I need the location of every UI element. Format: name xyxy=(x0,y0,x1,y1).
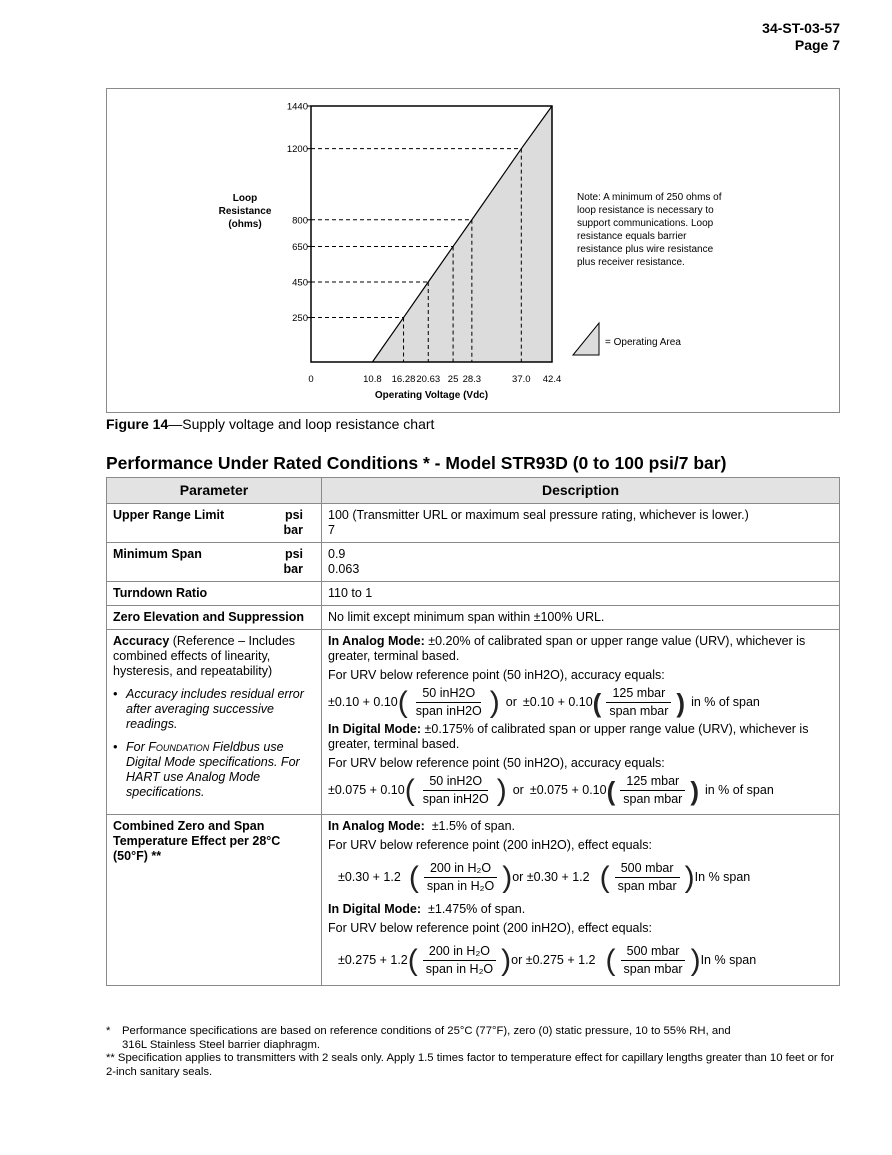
desc-value: 0.9 xyxy=(328,547,346,561)
formula-term: ±0.30 + 1.2 xyxy=(338,870,401,884)
x-tick-label: 0 xyxy=(308,374,314,385)
y-tick-label: 800 xyxy=(292,215,308,227)
param-cell xyxy=(107,630,322,815)
formula-term: ±0.10 + 0.10 xyxy=(522,695,593,709)
mode-text: ±0.175% of calibrated span or upper range value (URV), whichever is greater, terminal based. xyxy=(328,722,809,751)
fraction-den: span in H₂O xyxy=(426,879,495,893)
fraction-num: 50 inH2O xyxy=(416,686,481,703)
fraction-num: 125 mbar xyxy=(620,774,685,791)
y-tick-label: 1200 xyxy=(286,144,308,156)
x-tick-label: 20.63 xyxy=(416,374,441,385)
section-title: Performance Under Rated Conditions * - Model STR93D (0 to 100 psi/7 bar) xyxy=(106,453,727,473)
fraction-den: span mbar xyxy=(609,704,669,718)
formula-or: or ±0.30 + 1.2 xyxy=(512,870,590,884)
param-label: Turndown Ratio xyxy=(107,582,322,606)
table-row xyxy=(107,815,840,986)
y-axis-label: (ohms) xyxy=(228,219,262,230)
reference-text: For URV below reference point (200 inH2O), effect equals: xyxy=(328,921,653,935)
bullet-text: Foundation xyxy=(148,740,210,754)
mode-label: In Analog Mode: xyxy=(328,634,425,648)
y-tick-label: 1440 xyxy=(286,101,308,113)
bullet-text: For xyxy=(126,740,149,754)
temperature-formula: ±0.275 + 1.2 ( $\frac{\text{200 in H₂O}}{\text{span in H₂O}}$ ) or ±0.275 + 1.2 ( $\frac{\text{500 mbar}}{\text{span mbar}}$ ) In % span xyxy=(338,943,757,977)
mode-text: ±1.475% of span. xyxy=(421,902,526,916)
reference-text: For URV below reference point (50 inH2O), accuracy equals: xyxy=(328,668,665,682)
fraction-num: 500 mbar xyxy=(621,944,686,961)
table-row xyxy=(107,582,840,606)
formula-suffix: In % span xyxy=(700,953,757,967)
figure-note: Note: A minimum of 250 ohms of loop resistance is necessary to support communications. Loop resistance equals barrier resistance plus wire resistance plus receiver resistance. xyxy=(577,192,722,268)
fraction xyxy=(612,861,683,894)
footnote-text: ** Specification applies to transmitters with 2 seals only. Apply 1.5 times factor to temperature effect for capillary lengths greater than 10 feet or for 2-inch sanitary seals. xyxy=(106,1052,834,1078)
table-row xyxy=(107,606,840,630)
bullet-text: Fieldbus use Digital Mode specifications. For HART use Analog Mode specifications. xyxy=(126,740,300,799)
accuracy-formula: ±0.10 + 0.10 ( $\frac{\text{50 inH2O}}{\text{span inH2O}}$ ) or ±0.10 + 0.10 ( $\frac{\text{125 mbar}}{\text{span mbar}}$ ) in % of span xyxy=(328,685,760,719)
fraction-den: span in H₂O xyxy=(425,962,494,976)
param-sublabel: (Reference – Includes combined effects of linearity, hysteresis, and repeatability) xyxy=(113,634,296,678)
mode-label: In Digital Mode: xyxy=(328,722,422,736)
bullet-text: Accuracy includes residual error after averaging successive readings. xyxy=(126,687,304,731)
footnote-mark: * xyxy=(106,1025,111,1037)
temperature-formula: ±0.30 + 1.2 ( $\frac{\text{200 in H₂O}}{\text{span in H₂O}}$ ) or ±0.30 + 1.2 ( $\frac{\text{500 mbar}}{\text{span mbar}}$ ) In % span xyxy=(338,860,751,894)
reference-text: For URV below reference point (200 inH2O), effect equals: xyxy=(328,838,653,852)
fraction xyxy=(603,686,674,719)
fraction xyxy=(420,944,499,977)
param-label: Accuracy xyxy=(113,634,170,648)
param-cell xyxy=(107,543,322,582)
fraction-den: span inH2O xyxy=(422,792,489,806)
x-tick-label: 37.0 xyxy=(512,374,531,385)
fraction-num: 200 in H₂O xyxy=(424,861,497,878)
formula-suffix: in % of span xyxy=(704,783,774,797)
fraction-den: span mbar xyxy=(623,792,683,806)
accuracy-formula: ±0.075 + 0.10 ( $\frac{\text{50 inH2O}}{\text{span inH2O}}$ ) or ±0.075 + 0.10 ( $\frac{\text{125 mbar}}{\text{span mbar}}$ ) in % of span xyxy=(328,773,774,807)
fraction xyxy=(417,774,495,807)
desc-cell xyxy=(322,630,840,815)
param-label: Minimum Span xyxy=(113,547,202,561)
bullet-item: • For Foundation Fieldbus use Digital Mode specifications. For HART use Analog Mode specifications. xyxy=(113,740,300,799)
desc-value: 0.063 xyxy=(328,562,360,576)
desc-value: 7 xyxy=(328,523,335,537)
fraction-num: 500 mbar xyxy=(615,861,680,878)
footnote-text: 316L Stainless Steel barrier diaphragm. xyxy=(122,1038,321,1051)
desc-cell xyxy=(322,543,840,582)
y-tick-label: 650 xyxy=(292,241,308,253)
fraction xyxy=(410,686,488,719)
unit-label: bar xyxy=(283,523,303,537)
mode-label: In Digital Mode: xyxy=(328,902,422,916)
col-header-parameter: Parameter xyxy=(107,478,322,504)
table-row xyxy=(107,630,840,815)
table-header-row xyxy=(107,478,840,504)
fraction-num: 200 in H₂O xyxy=(423,944,496,961)
fraction-den: span mbar xyxy=(617,879,677,893)
figure-caption-text: —Supply voltage and loop resistance chart xyxy=(168,416,435,432)
unit-label: psi xyxy=(284,547,303,561)
page-number: Page 7 xyxy=(794,37,840,53)
desc-value: 100 (Transmitter URL or maximum seal pressure rating, whichever is lower.) xyxy=(328,508,749,522)
y-tick-label: 250 xyxy=(292,313,308,325)
formula-term: ±0.275 + 1.2 xyxy=(338,953,408,967)
footnote-text: Performance specifications are based on reference conditions of 25°C (77°F), zero (0) static pressure, 10 to 55% RH, and xyxy=(122,1025,731,1037)
doc-number: 34-ST-03-57 xyxy=(762,20,840,36)
param-label: Combined Zero and Span Temperature Effect per 28°C (50°F) ** xyxy=(107,815,322,986)
fraction-num: 125 mbar xyxy=(606,686,671,703)
unit-label: psi xyxy=(284,508,303,522)
legend-swatch xyxy=(573,323,599,355)
x-axis-label: Operating Voltage (Vdc) xyxy=(374,390,489,401)
desc-value: 110 to 1 xyxy=(322,582,840,606)
x-tick-label: 25 xyxy=(447,374,459,385)
fraction xyxy=(618,944,689,977)
y-axis-label: Resistance xyxy=(218,206,272,217)
fraction xyxy=(617,774,688,807)
mode-text: ±0.20% of calibrated span or upper range value (URV), whichever is greater, terminal based. xyxy=(328,634,806,663)
formula-suffix: in % of span xyxy=(691,695,760,709)
param-cell xyxy=(107,504,322,543)
x-tick-label: 10.8 xyxy=(363,374,382,385)
figure-caption-label: Figure 14 xyxy=(106,416,169,432)
x-tick-label: 42.4 xyxy=(542,374,562,385)
formula-term: ±0.075 + 0.10 xyxy=(529,783,607,797)
param-label: Upper Range Limit xyxy=(113,508,225,522)
mode-label: In Analog Mode: xyxy=(328,819,425,833)
table-row xyxy=(107,504,840,543)
desc-cell xyxy=(322,504,840,543)
figure-caption xyxy=(106,416,434,432)
col-header-description: Description xyxy=(322,478,840,504)
fraction-num: 50 inH2O xyxy=(423,774,488,791)
param-label: Zero Elevation and Suppression xyxy=(107,606,322,630)
figure-box xyxy=(106,88,840,413)
formula-suffix: In % span xyxy=(694,870,751,884)
footnotes xyxy=(106,1025,836,1079)
desc-value: No limit except minimum span within ±100% URL. xyxy=(322,606,840,630)
formula-or: or xyxy=(512,783,524,797)
formula-term: ±0.075 + 0.10 xyxy=(328,783,405,797)
reference-text: For URV below reference point (50 inH2O), accuracy equals: xyxy=(328,756,665,770)
fraction-den: span mbar xyxy=(623,962,683,976)
performance-table xyxy=(106,477,840,986)
fraction xyxy=(421,861,500,894)
desc-cell xyxy=(322,815,840,986)
table-row xyxy=(107,543,840,582)
formula-or: or ±0.275 + 1.2 xyxy=(511,953,596,967)
loop-resistance-chart xyxy=(107,89,841,414)
x-tick-label: 28.3 xyxy=(462,374,482,385)
formula-or: or xyxy=(505,695,517,709)
mode-text: ±1.5% of span. xyxy=(424,819,515,833)
formula-term: ±0.10 + 0.10 xyxy=(328,695,398,709)
y-axis-label: Loop xyxy=(232,193,258,204)
fraction-den: span inH2O xyxy=(415,704,482,718)
x-tick-label: 16.28 xyxy=(391,374,416,385)
bullet-item: • Accuracy includes residual error after averaging successive readings. xyxy=(113,687,315,732)
unit-label: bar xyxy=(283,562,303,576)
page-header xyxy=(762,20,840,54)
legend-label: = Operating Area xyxy=(605,337,681,348)
y-tick-label: 450 xyxy=(292,277,308,289)
